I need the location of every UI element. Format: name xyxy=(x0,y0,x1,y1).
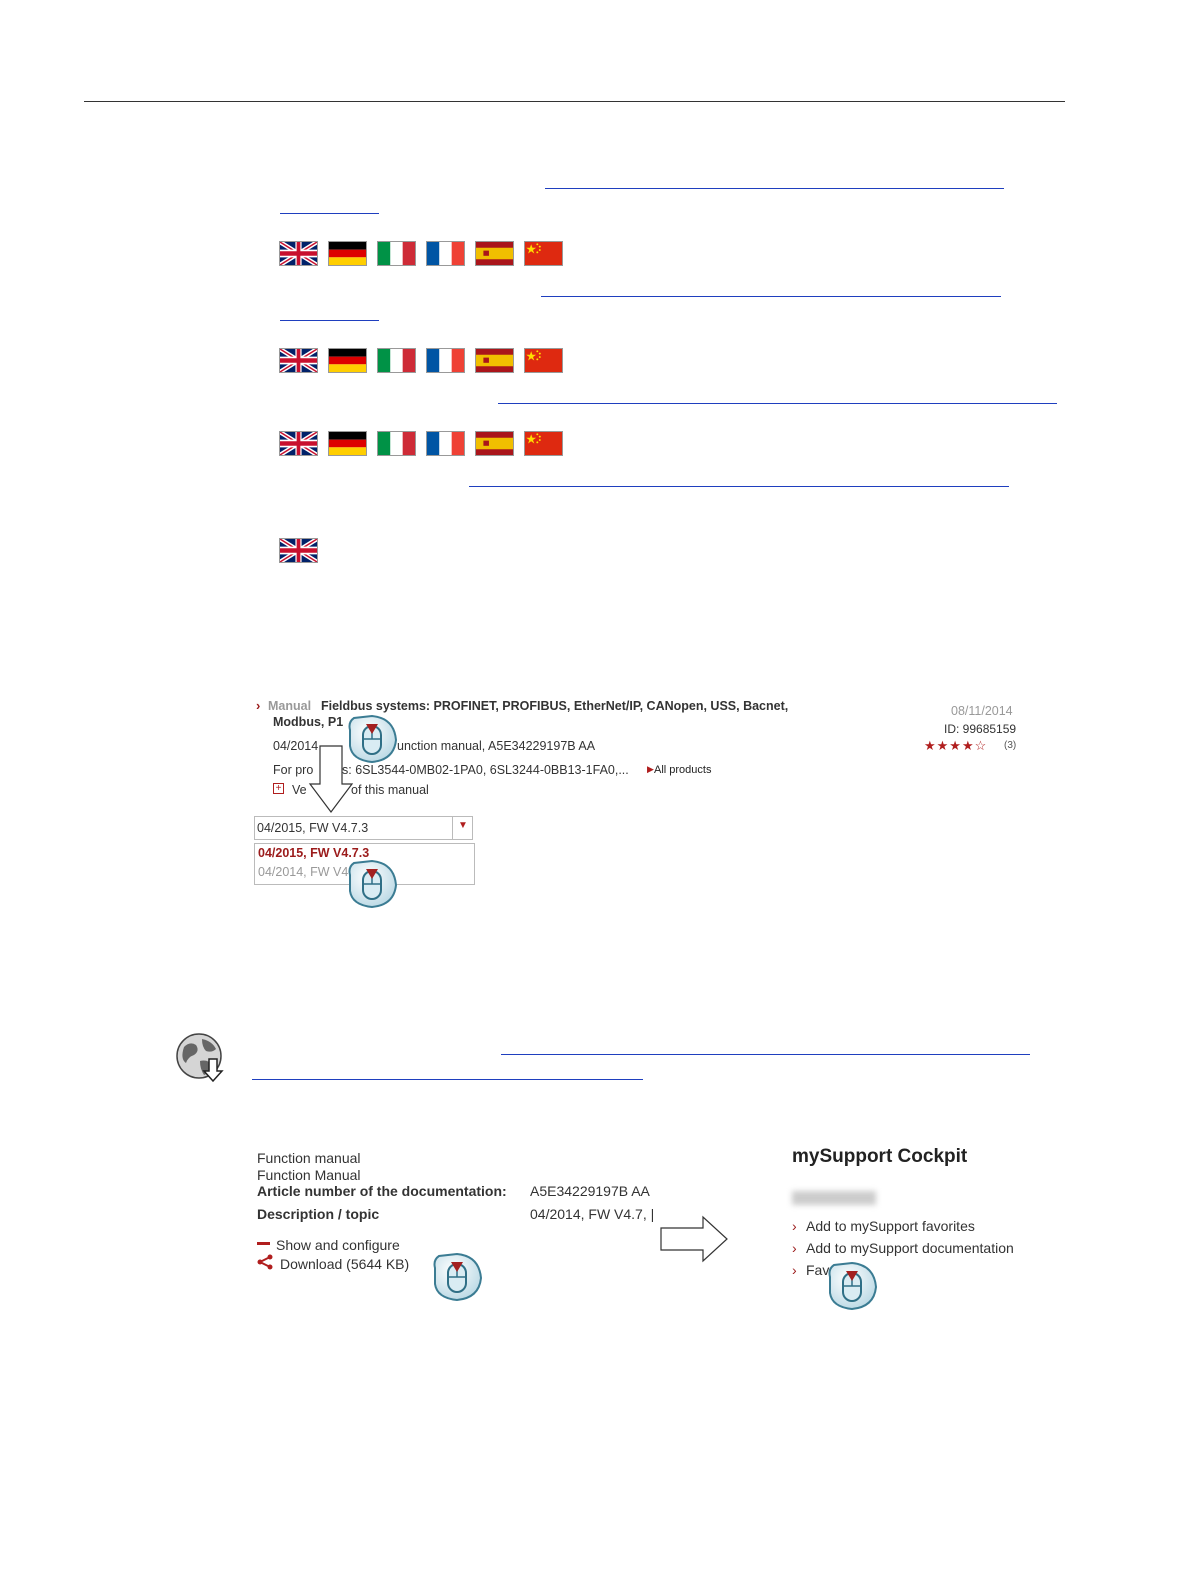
add-favorites-link[interactable]: Add to mySupport favorites xyxy=(806,1218,975,1234)
mouse-click-icon xyxy=(346,857,398,909)
flag-it-icon[interactable] xyxy=(377,348,416,373)
products-b: s: 6SL3544-0MB02-1PA0, 6SL3244-0BB13-1FA0,... xyxy=(342,763,629,777)
flag-de-icon[interactable] xyxy=(328,348,367,373)
rating-count: (3) xyxy=(1004,740,1017,751)
flag-es-icon[interactable] xyxy=(475,431,514,456)
type-label: Manual xyxy=(268,699,312,713)
show-configure-link[interactable]: Show and configure xyxy=(276,1237,400,1253)
flag-fr-icon[interactable] xyxy=(426,431,465,456)
flag-cn-icon[interactable] xyxy=(524,241,563,266)
flag-uk-icon[interactable] xyxy=(279,348,318,373)
link-underline-1a[interactable] xyxy=(545,188,1004,189)
chevron-right-icon: › xyxy=(792,1218,797,1234)
flag-cn-icon[interactable] xyxy=(524,431,563,456)
rating-stars[interactable]: ★★★★☆ xyxy=(924,738,988,753)
link-underline-4[interactable] xyxy=(469,486,1009,487)
meta-line-b: unction manual, A5E34229197B AA xyxy=(397,739,596,753)
flag-de-icon[interactable] xyxy=(328,241,367,266)
flag-fr-icon[interactable] xyxy=(426,348,465,373)
option-2[interactable]: 04/2014, FW V4 xyxy=(258,865,349,879)
article-value: A5E34229197B AA xyxy=(530,1183,650,1199)
mouse-click-icon xyxy=(826,1259,878,1311)
flag-fr-icon[interactable] xyxy=(426,241,465,266)
flag-de-icon[interactable] xyxy=(328,431,367,456)
chevron-right-icon: › xyxy=(256,698,261,713)
dropdown-divider xyxy=(452,817,453,839)
mouse-click-icon xyxy=(346,712,398,764)
add-documentation-link[interactable]: Add to mySupport documentation xyxy=(806,1240,1014,1256)
description-label: Description / topic xyxy=(257,1206,380,1222)
dropdown-value[interactable]: 04/2015, FW V4.7.3 xyxy=(257,821,369,835)
option-1[interactable]: 04/2015, FW V4.7.3 xyxy=(258,846,370,860)
globe-download-icon xyxy=(176,1033,226,1083)
result-id: ID: 99685159 xyxy=(944,722,1017,736)
link-underline-3[interactable] xyxy=(498,403,1057,404)
result-title-1[interactable]: Fieldbus systems: PROFINET, PROFIBUS, EtherNet/IP, CANopen, USS, Bacnet, xyxy=(321,699,789,713)
link-underline-2b[interactable] xyxy=(280,320,379,321)
blurred-username xyxy=(792,1191,876,1205)
language-flags-row-4 xyxy=(279,538,318,563)
result-title-2[interactable]: Modbus, P1 xyxy=(273,715,344,729)
flag-cn-icon[interactable] xyxy=(524,348,563,373)
result-date: 08/11/2014 xyxy=(951,704,1013,718)
link-underline-1b[interactable] xyxy=(280,213,379,214)
header-rule xyxy=(84,101,1065,102)
language-flags-row-1 xyxy=(279,241,563,266)
right-arrow-icon xyxy=(659,1215,729,1263)
versions-a[interactable]: Ve xyxy=(292,783,307,797)
flag-uk-icon[interactable] xyxy=(279,538,318,563)
mouse-click-icon xyxy=(431,1250,483,1302)
flag-es-icon[interactable] xyxy=(475,241,514,266)
products-a: For pro xyxy=(273,763,314,777)
flag-uk-icon[interactable] xyxy=(279,431,318,456)
triangle-right-icon: ▶ xyxy=(647,764,654,774)
link-underline-5b[interactable] xyxy=(252,1079,643,1080)
doc-line-2: Function Manual xyxy=(257,1167,361,1183)
doc-line-1: Function manual xyxy=(257,1150,361,1166)
chevron-right-icon: › xyxy=(792,1262,797,1278)
chevron-right-icon: › xyxy=(792,1240,797,1256)
share-icon[interactable] xyxy=(257,1254,273,1270)
chevron-down-icon[interactable]: ▼ xyxy=(458,820,468,831)
cockpit-title: mySupport Cockpit xyxy=(792,1146,968,1167)
link-underline-2a[interactable] xyxy=(541,296,1001,297)
expand-plus-icon[interactable]: + xyxy=(273,783,284,794)
language-flags-row-3 xyxy=(279,431,563,456)
flag-es-icon[interactable] xyxy=(475,348,514,373)
flag-uk-icon[interactable] xyxy=(279,241,318,266)
flag-it-icon[interactable] xyxy=(377,431,416,456)
flag-it-icon[interactable] xyxy=(377,241,416,266)
favorites-link[interactable]: Fav xyxy=(806,1262,830,1278)
article-label: Article number of the documentation: xyxy=(257,1183,507,1199)
all-products-link[interactable]: All products xyxy=(654,764,712,776)
versions-b[interactable]: of this manual xyxy=(351,783,429,797)
download-link[interactable]: Download (5644 KB) xyxy=(280,1256,410,1272)
language-flags-row-2 xyxy=(279,348,563,373)
description-value: 04/2014, FW V4.7, | xyxy=(530,1206,655,1222)
meta-line-a: 04/2014 xyxy=(273,739,319,753)
minus-icon[interactable] xyxy=(257,1242,270,1245)
link-underline-5a[interactable] xyxy=(501,1054,1030,1055)
